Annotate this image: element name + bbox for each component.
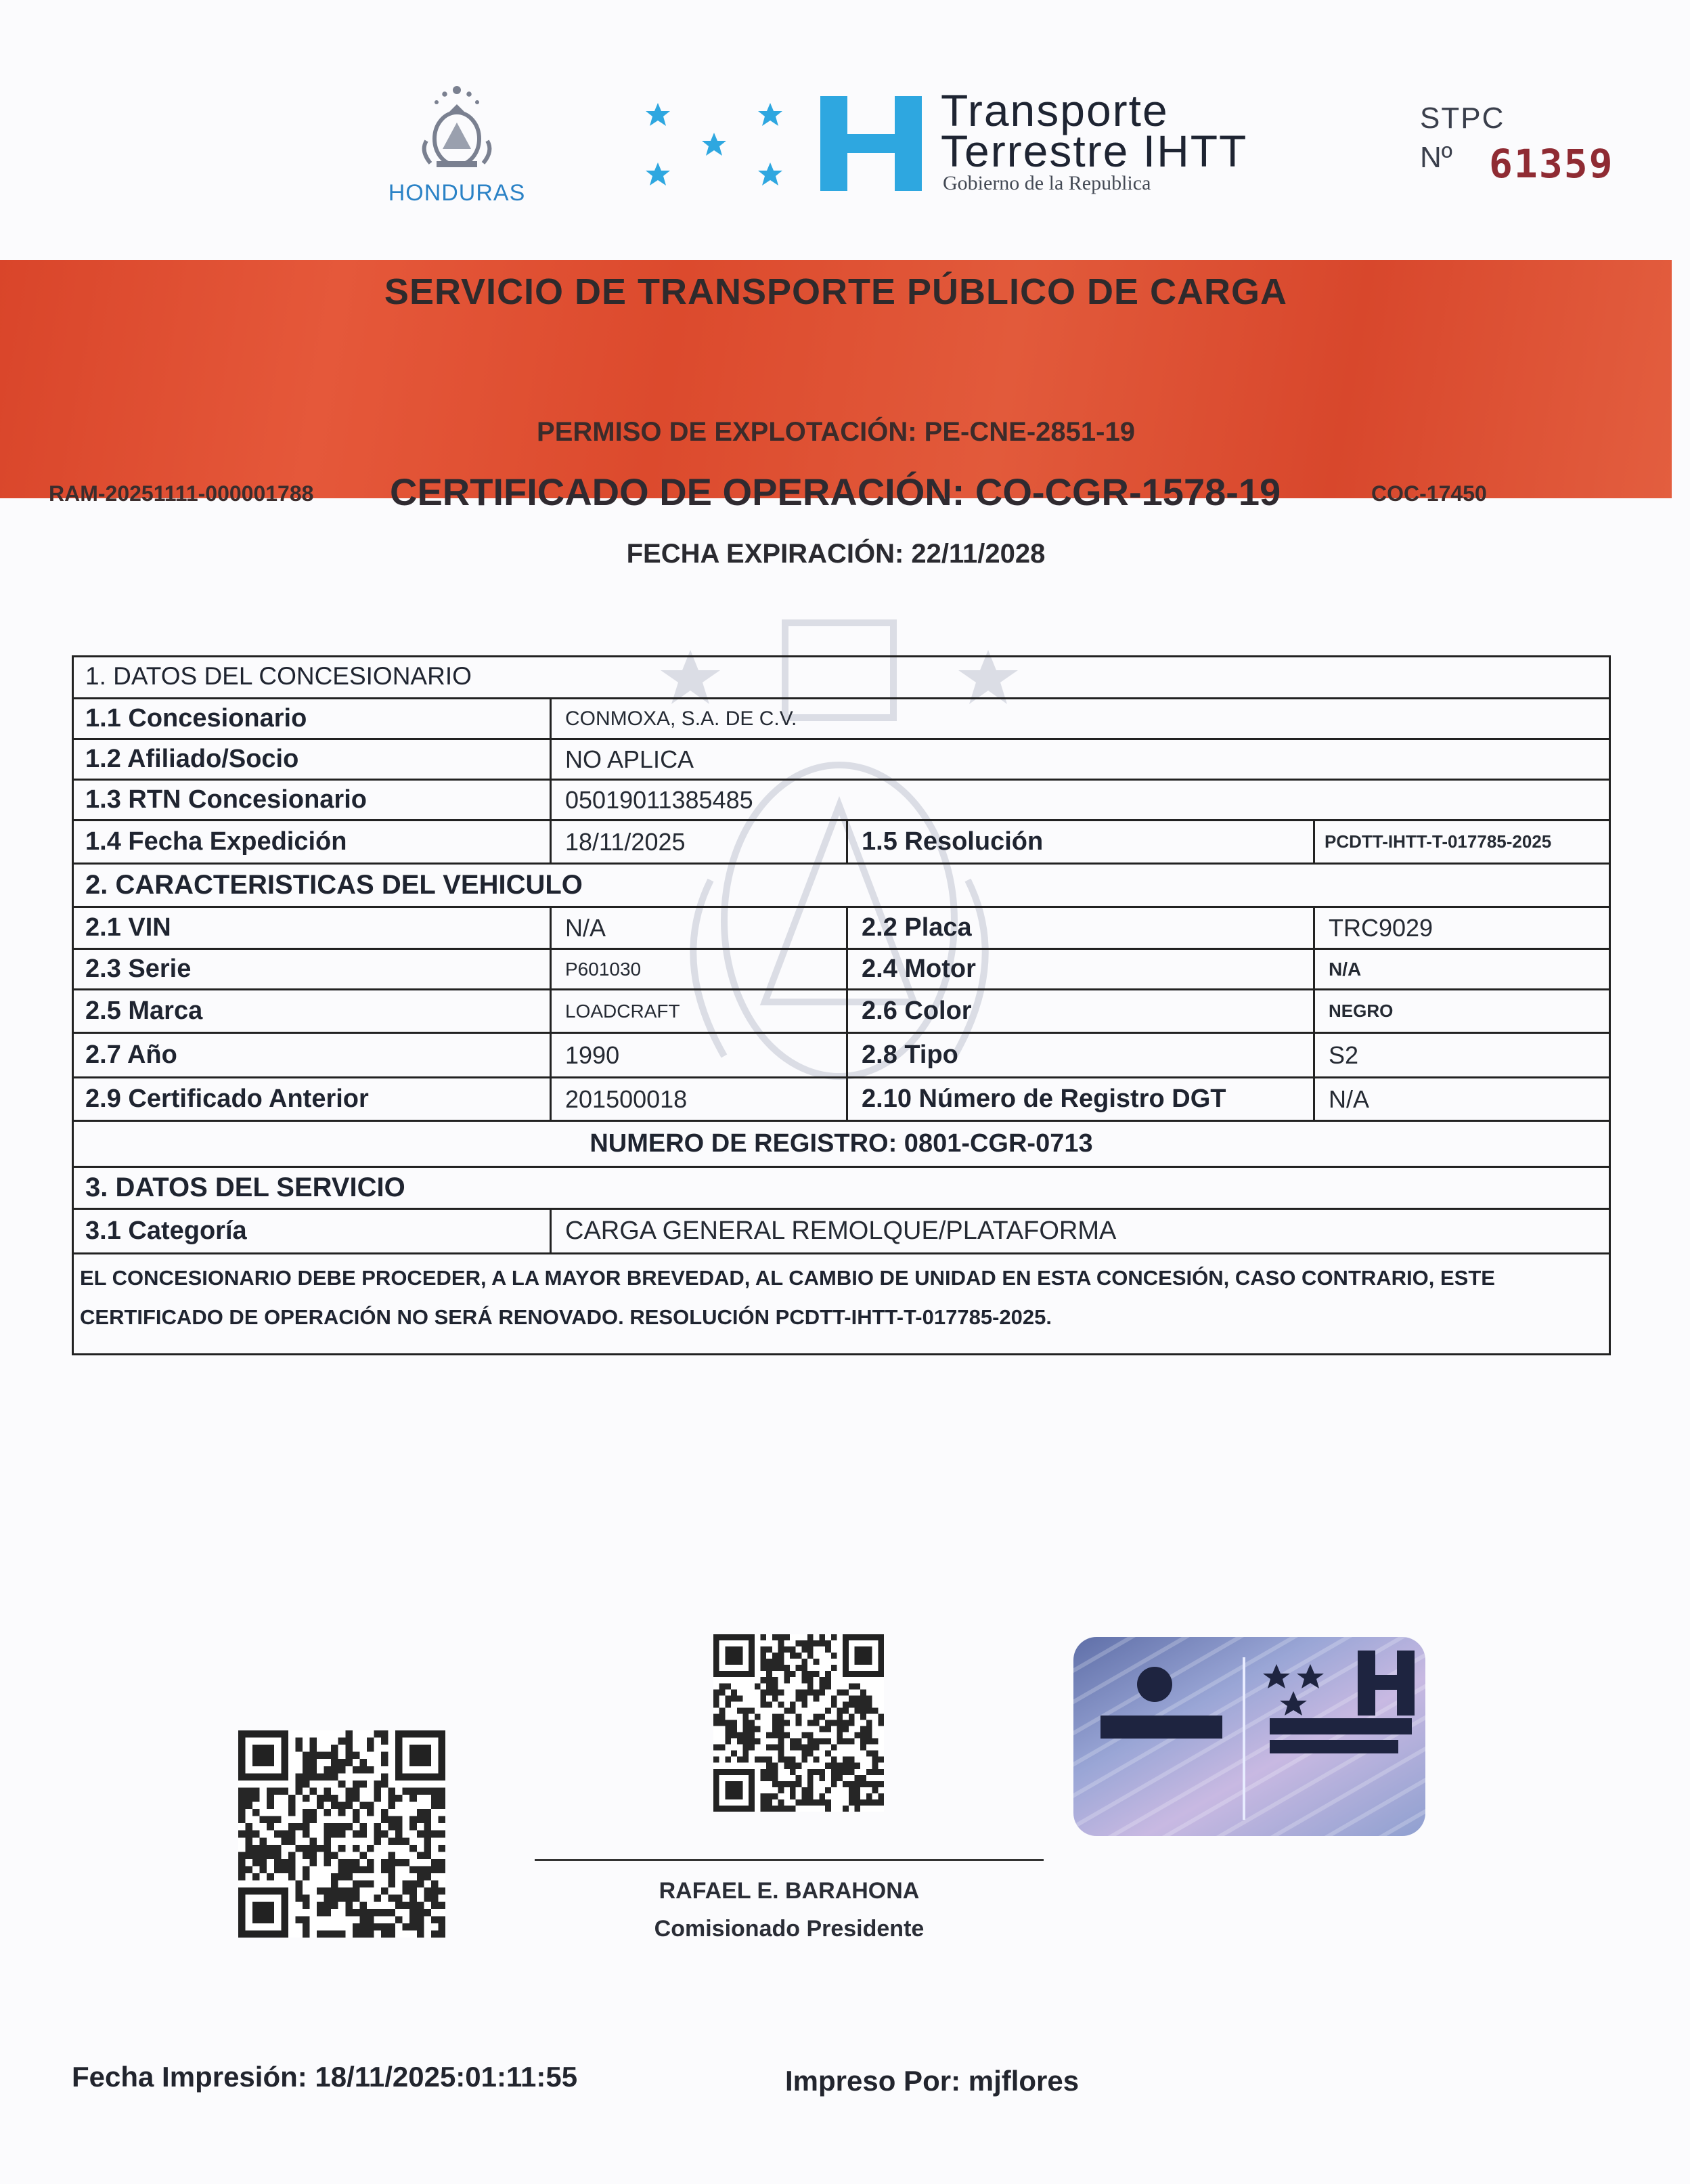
section1-header: 1. DATOS DEL CONCESIONARIO bbox=[85, 662, 472, 690]
five-stars-icon bbox=[629, 95, 799, 196]
resolucion-value: PCDTT-IHTT-T-017785-2025 bbox=[1313, 821, 1611, 862]
datos-table bbox=[72, 655, 1611, 1355]
ano-label: 2.7 Año bbox=[85, 1041, 177, 1069]
marca-label: 2.5 Marca bbox=[85, 997, 203, 1025]
fecha-expedicion-value: 18/11/2025 bbox=[550, 821, 846, 862]
certificado-operacion: CERTIFICADO DE OPERACIÓN: CO-CGR-1578-19 bbox=[390, 471, 1281, 513]
ram-code: RAM-20251111-000001788 bbox=[49, 481, 314, 506]
certificado-anterior-label: 2.9 Certificado Anterior bbox=[85, 1085, 369, 1113]
serie-value: P601030 bbox=[550, 950, 846, 988]
banner-title: SERVICIO DE TRANSPORTE PÚBLICO DE CARGA bbox=[384, 271, 1288, 312]
registro-dgt-label: 2.10 Número de Registro DGT bbox=[846, 1078, 1313, 1120]
certificado-anterior-value: 201500018 bbox=[550, 1078, 846, 1120]
qr-code-icon bbox=[713, 1634, 884, 1812]
honduras-coat-of-arms-icon bbox=[406, 80, 508, 181]
resolucion-label: 1.5 Resolución bbox=[846, 821, 1313, 862]
agency-title-line1: Transporte bbox=[941, 85, 1169, 135]
ano-value: 1990 bbox=[550, 1034, 846, 1076]
table-row bbox=[72, 819, 1611, 862]
signature-line bbox=[535, 1859, 1044, 1861]
table-row bbox=[72, 1032, 1611, 1076]
notice-row bbox=[72, 1252, 1611, 1355]
honduras-label: HONDURAS bbox=[388, 180, 526, 206]
categoria-value: CARGA GENERAL REMOLQUE/PLATAFORMA bbox=[550, 1210, 1611, 1252]
signer-title: Comisionado Presidente bbox=[654, 1916, 925, 1942]
ihtt-h-logo-icon bbox=[820, 96, 922, 191]
impreso-por: Impreso Por: mjflores bbox=[785, 2065, 1080, 2097]
marca-value: LOADCRAFT bbox=[550, 990, 846, 1032]
table-row bbox=[72, 1076, 1611, 1120]
rtn-value: 05019011385485 bbox=[550, 781, 1611, 819]
coc-code: COC-17450 bbox=[1371, 481, 1487, 506]
table-row bbox=[72, 697, 1611, 738]
afiliado-value: NO APLICA bbox=[550, 740, 1611, 779]
vin-value: N/A bbox=[550, 908, 846, 948]
table-row bbox=[72, 906, 1611, 948]
table-row bbox=[72, 988, 1611, 1032]
registro-row bbox=[72, 1120, 1611, 1166]
numero-registro: NUMERO DE REGISTRO: 0801-CGR-0713 bbox=[590, 1129, 1093, 1158]
section2-header: 2. CARACTERISTICAS DEL VEHICULO bbox=[85, 870, 583, 900]
motor-label: 2.4 Motor bbox=[846, 950, 1313, 988]
fecha-expiracion: FECHA EXPIRACIÓN: 22/11/2028 bbox=[626, 539, 1046, 569]
concesionario-value: CONMOXA, S.A. DE C.V. bbox=[550, 699, 1611, 738]
hologram-seal-icon bbox=[1073, 1637, 1425, 1836]
stpc-number: 61359 bbox=[1489, 141, 1614, 187]
placa-value: TRC9029 bbox=[1313, 908, 1611, 948]
vin-label: 2.1 VIN bbox=[85, 913, 171, 942]
serie-label: 2.3 Serie bbox=[85, 955, 192, 983]
agency-title-line2: Terrestre IHTT bbox=[941, 126, 1248, 176]
motor-value: N/A bbox=[1313, 950, 1611, 988]
color-value: NEGRO bbox=[1313, 990, 1611, 1032]
concesionario-label: 1.1 Concesionario bbox=[85, 704, 307, 733]
tipo-label: 2.8 Tipo bbox=[846, 1034, 1313, 1076]
signer-name: RAFAEL E. BARAHONA bbox=[659, 1878, 920, 1904]
rtn-label: 1.3 RTN Concesionario bbox=[85, 785, 367, 814]
section1-row bbox=[72, 655, 1611, 697]
section3-row bbox=[72, 1166, 1611, 1208]
table-row bbox=[72, 779, 1611, 819]
qr-code-icon bbox=[238, 1730, 445, 1938]
afiliado-label: 1.2 Afiliado/Socio bbox=[85, 745, 299, 773]
table-row bbox=[72, 738, 1611, 779]
color-label: 2.6 Color bbox=[846, 990, 1313, 1032]
placa-label: 2.2 Placa bbox=[846, 908, 1313, 948]
categoria-label: 3.1 Categoría bbox=[85, 1217, 247, 1245]
registro-dgt-value: N/A bbox=[1313, 1078, 1611, 1120]
table-row bbox=[72, 1208, 1611, 1252]
section3-header: 3. DATOS DEL SERVICIO bbox=[85, 1173, 405, 1202]
notice-text: EL CONCESIONARIO DEBE PROCEDER, A LA MAYOR BREVEDAD, AL CAMBIO DE UNIDAD EN ESTA CONCESIÓN, CASO CONTRARIO, ESTE CERTIFICADO DE OPERACIÓN NO SERÁ RENOVADO. RESOLUCIÓN PCDTT-IHTT-T-017785-2025. bbox=[80, 1266, 1495, 1329]
number-label: Nº bbox=[1420, 141, 1452, 174]
tipo-value: S2 bbox=[1313, 1034, 1611, 1076]
stpc-label: STPC bbox=[1420, 102, 1505, 135]
fecha-impresion: Fecha Impresión: 18/11/2025:01:11:55 bbox=[72, 2061, 578, 2093]
section2-row bbox=[72, 862, 1611, 906]
fecha-expedicion-label: 1.4 Fecha Expedición bbox=[85, 827, 347, 856]
permiso-explotacion: PERMISO DE EXPLOTACIÓN: PE-CNE-2851-19 bbox=[537, 417, 1135, 447]
table-row bbox=[72, 948, 1611, 988]
agency-subtitle: Gobierno de la Republica bbox=[943, 172, 1151, 194]
